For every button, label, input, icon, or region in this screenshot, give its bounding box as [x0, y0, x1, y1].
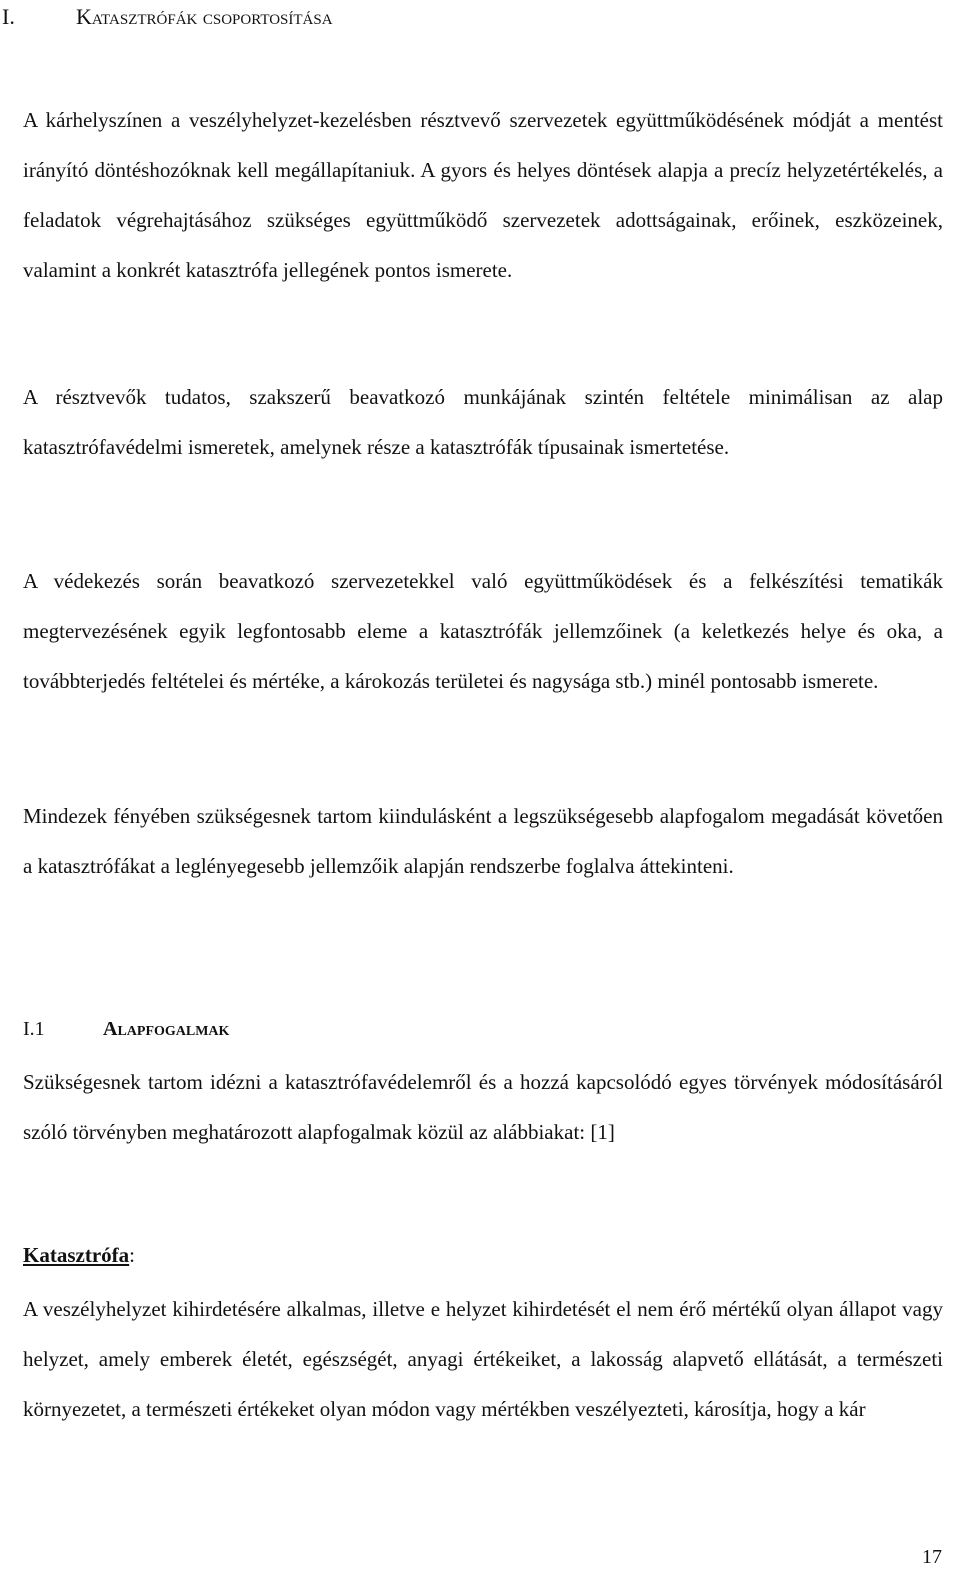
paragraph-1: A kárhelyszínen a veszélyhelyzet-kezelésben résztvevő szervezetek együttműködésének módját a mentést irányító döntéshozóknak kell megállapítaniuk. A gyors és helyes döntések alapja a precíz helyzetértékelés, a feladatok végrehajtásához szükséges együttműködő szervezetek adottságainak, erőinek, eszközeinek, valamint a konkrét katasztrófa jellegének pontos ismerete. — [23, 108, 943, 282]
page-number: 17 — [922, 1546, 942, 1568]
section-title: Alapfogalmak — [103, 1018, 230, 1040]
chapter-title: Katasztrófák csoportosítása — [76, 4, 333, 29]
section-number: I.1 — [23, 1018, 45, 1040]
section-heading — [23, 1018, 229, 1041]
chapter-heading — [2, 4, 333, 30]
paragraph-3: A védekezés során beavatkozó szervezetekkel való együttműködések és a felkészítési tematikák megtervezésének egyik legfontosabb eleme a katasztrófák jellemzőinek (a keletkezés helye és oka, a továbbterjedés feltételei és mértéke, a károkozás területei és nagysága stb.) minél pontosabb ismerete. — [23, 569, 943, 693]
definition-term — [23, 1243, 135, 1268]
chapter-number: I. — [2, 4, 15, 29]
paragraph-4: Mindezek fényében szükségesnek tartom kiindulásként a legszükségesebb alapfogalom megadását követően a katasztrófákat a leglényegesebb jellemzőik alapján rendszerbe foglalva áttekinteni. — [23, 804, 943, 878]
definition-term-colon: : — [129, 1243, 135, 1267]
definition-text: A veszélyhelyzet kihirdetésére alkalmas, illetve e helyzet kihirdetését el nem érő mértékű olyan állapot vagy helyzet, amely emberek életét, egészségét, anyagi értékeiket, a lakosság alapvető ellátását, a természeti környezetet, a természeti értékeket olyan módon vagy mértékben veszélyezteti, károsítja, hogy a kár — [23, 1297, 943, 1421]
section-intro: Szükségesnek tartom idézni a katasztrófavédelemről és a hozzá kapcsolódó egyes törvények módosításáról szóló törvényben meghatározott alapfogalmak közül az alábbiakat: [1] — [23, 1070, 943, 1144]
paragraph-2: A résztvevők tudatos, szakszerű beavatkozó munkájának szintén feltétele minimálisan az alap katasztrófavédelmi ismeretek, amelynek része a katasztrófák típusainak ismertetése. — [23, 385, 943, 459]
definition-term-word: Katasztrófa — [23, 1243, 130, 1267]
